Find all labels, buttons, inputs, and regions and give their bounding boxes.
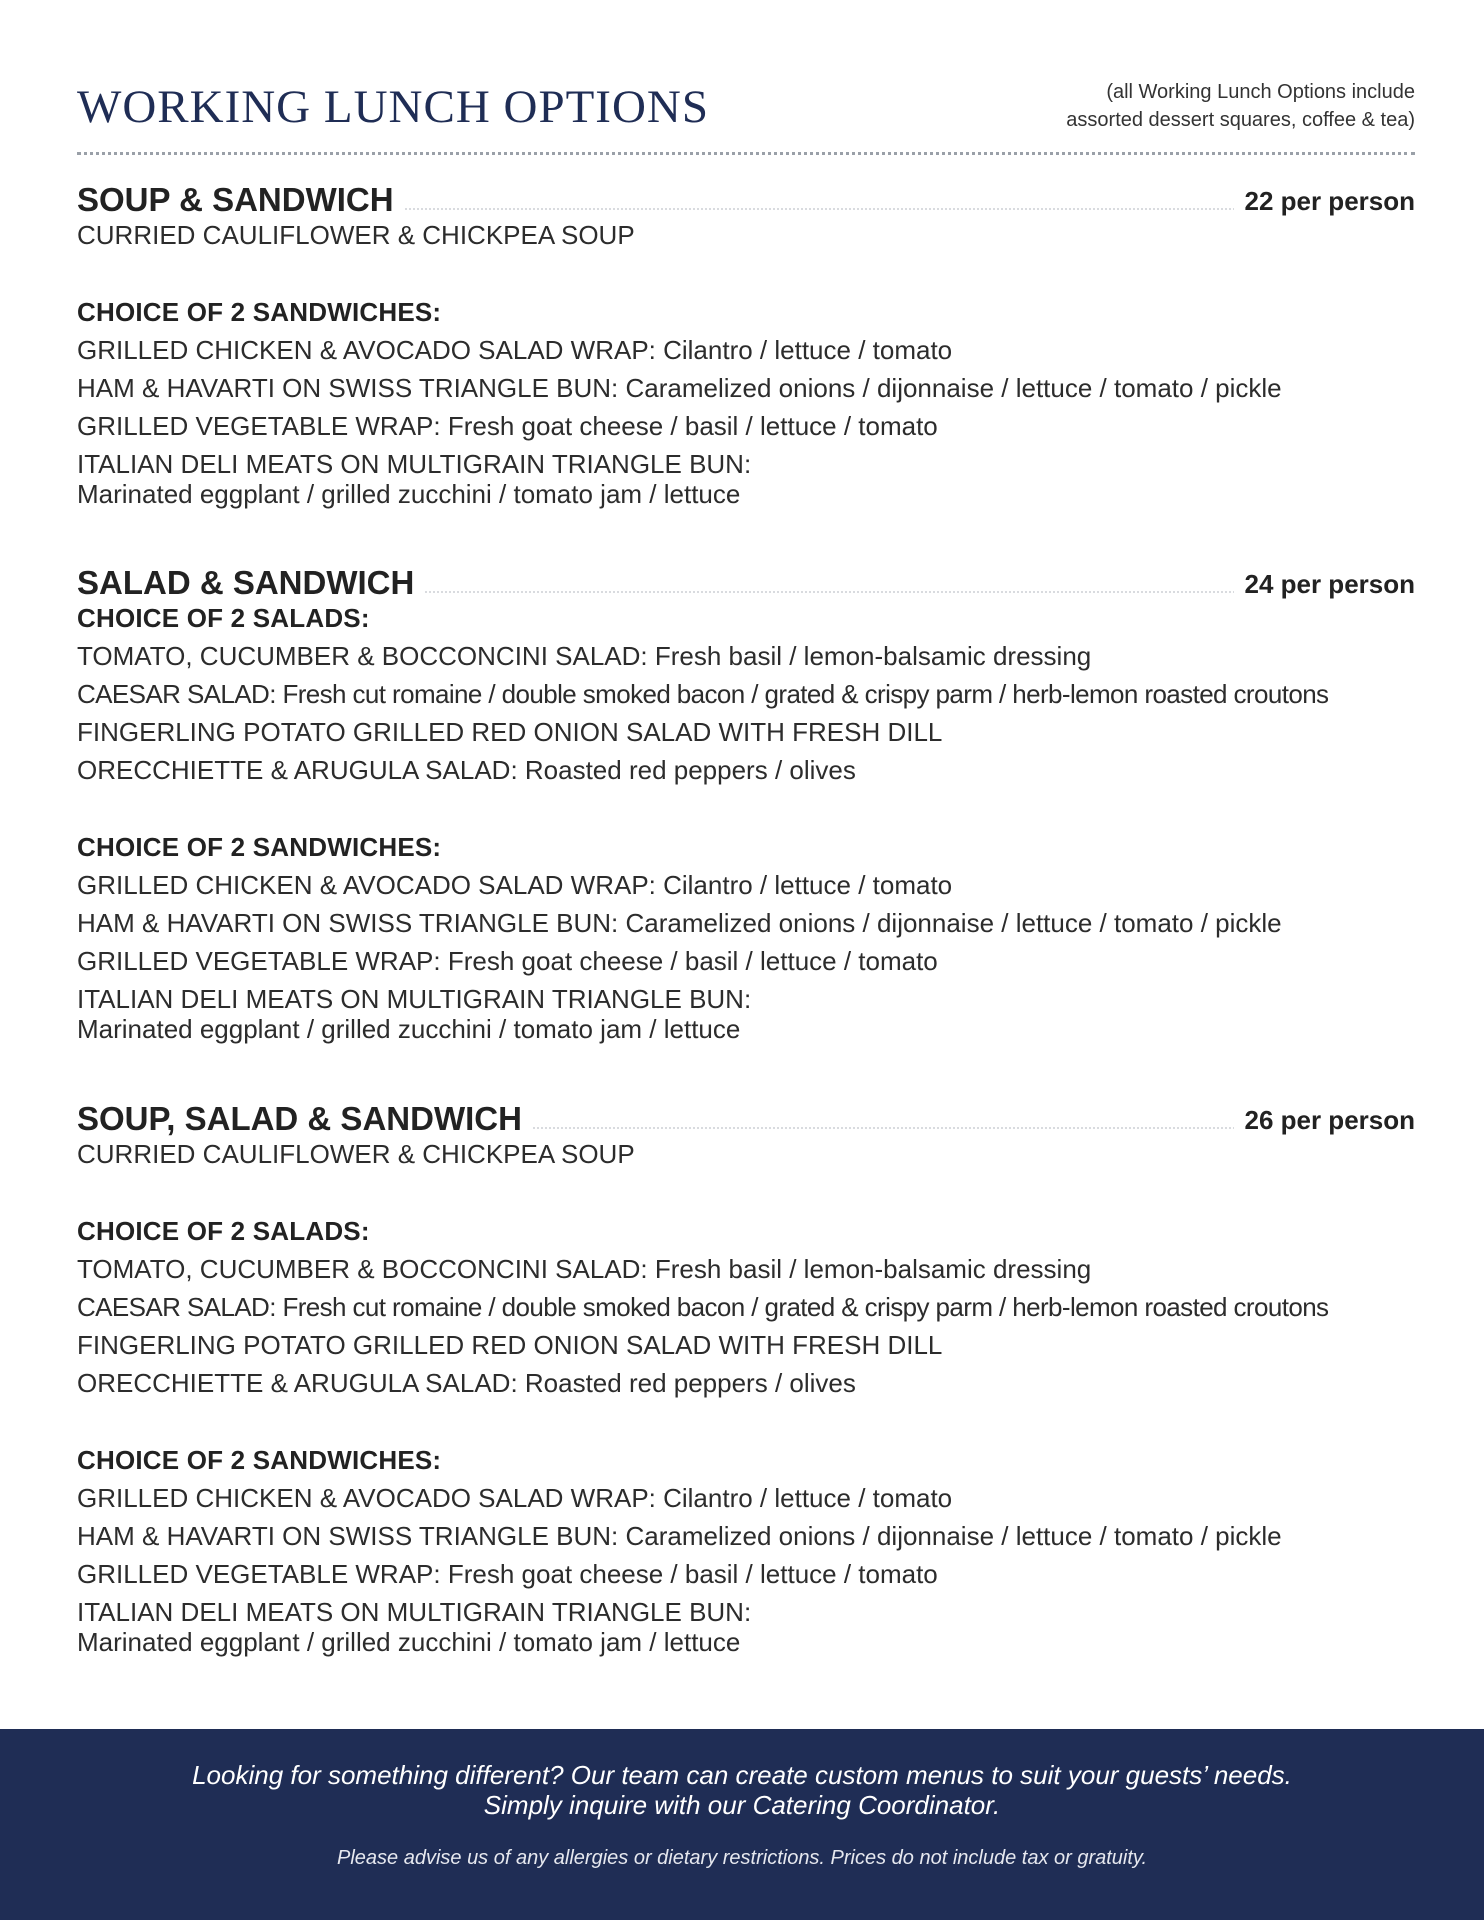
header-note-line2: assorted dessert squares, coffee & tea) [1066, 109, 1415, 131]
footer-disclaimer: Please advise us of any allergies or dietary restrictions. Prices do not include tax or gratuity. [336, 1847, 1148, 1869]
section-price: 22 per person [1234, 184, 1415, 218]
header-divider [77, 152, 1415, 155]
sandwich-item: GRILLED VEGETABLE WRAP: Fresh goat cheese / basil / lettuce / tomato [77, 1559, 938, 1589]
salad-item: CAESAR SALAD: Fresh cut romaine / double smoked bacon / grated & crispy parm / herb-lemon roasted croutons [77, 1292, 1329, 1322]
section-salad-sandwich [77, 563, 1415, 1044]
deli-item-line1: ITALIAN DELI MEATS ON MULTIGRAIN TRIANGLE BUN: [77, 984, 752, 1014]
section-header [77, 563, 1415, 603]
sandwich-item: GRILLED VEGETABLE WRAP: Fresh goat cheese / basil / lettuce / tomato [77, 411, 938, 441]
salad-item: TOMATO, CUCUMBER & BOCCONCINI SALAD: Fresh basil / lemon-balsamic dressing [77, 1254, 1092, 1284]
page-header [77, 78, 1415, 148]
deli-item-line2: Marinated eggplant / grilled zucchini / tomato jam / lettuce [77, 1627, 741, 1657]
sandwich-item: GRILLED CHICKEN & AVOCADO SALAD WRAP: Cilantro / lettuce / tomato [77, 870, 953, 900]
sandwich-item: HAM & HAVARTI ON SWISS TRIANGLE BUN: Caramelized onions / dijonnaise / lettuce / tomato / pickle [77, 908, 1282, 938]
soup-item: CURRIED CAULIFLOWER & CHICKPEA SOUP [77, 1139, 635, 1169]
soup-item: CURRIED CAULIFLOWER & CHICKPEA SOUP [77, 220, 635, 250]
salad-item: ORECCHIETTE & ARUGULA SALAD: Roasted red peppers / olives [77, 1368, 856, 1398]
section-header [77, 180, 1415, 220]
footer-message-line1: Looking for something different? Our team can create custom menus to suit your guests’ needs. [192, 1760, 1292, 1790]
spacer [77, 1169, 1415, 1216]
section-header [77, 1099, 1415, 1139]
page-title: WORKING LUNCH OPTIONS [77, 81, 709, 133]
deli-item-line2: Marinated eggplant / grilled zucchini / tomato jam / lettuce [77, 1014, 741, 1044]
sandwich-heading: CHOICE OF 2 SANDWICHES: [77, 297, 442, 327]
section-title: SOUP, SALAD & SANDWICH [77, 1099, 532, 1139]
salad-heading: CHOICE OF 2 SALADS: [77, 1216, 370, 1246]
footer-banner [0, 1729, 1484, 1920]
section-title: SOUP & SANDWICH [77, 180, 404, 220]
salad-item: FINGERLING POTATO GRILLED RED ONION SALAD WITH FRESH DILL [77, 1330, 943, 1360]
spacer [77, 785, 1415, 832]
header-note-line1: (all Working Lunch Options include [1106, 81, 1415, 103]
section-price: 26 per person [1234, 1103, 1415, 1137]
sandwich-item: HAM & HAVARTI ON SWISS TRIANGLE BUN: Caramelized onions / dijonnaise / lettuce / tomato / pickle [77, 373, 1282, 403]
footer-message-line2: Simply inquire with our Catering Coordinator. [483, 1790, 1001, 1820]
sandwich-item: GRILLED CHICKEN & AVOCADO SALAD WRAP: Cilantro / lettuce / tomato [77, 335, 953, 365]
sandwich-heading: CHOICE OF 2 SANDWICHES: [77, 1445, 442, 1475]
sandwich-item: HAM & HAVARTI ON SWISS TRIANGLE BUN: Caramelized onions / dijonnaise / lettuce / tomato / pickle [77, 1521, 1282, 1551]
spacer [77, 250, 1415, 297]
deli-item-line1: ITALIAN DELI MEATS ON MULTIGRAIN TRIANGLE BUN: [77, 449, 752, 479]
salad-item: FINGERLING POTATO GRILLED RED ONION SALAD WITH FRESH DILL [77, 717, 943, 747]
deli-item-line1: ITALIAN DELI MEATS ON MULTIGRAIN TRIANGLE BUN: [77, 1597, 752, 1627]
section-title: SALAD & SANDWICH [77, 563, 424, 603]
section-soup-salad-sandwich [77, 1099, 1415, 1657]
spacer [77, 1398, 1415, 1445]
salad-heading: CHOICE OF 2 SALADS: [77, 603, 370, 633]
salad-item: TOMATO, CUCUMBER & BOCCONCINI SALAD: Fresh basil / lemon-balsamic dressing [77, 641, 1092, 671]
section-price: 24 per person [1234, 567, 1415, 601]
section-soup-sandwich [77, 180, 1415, 509]
header-note [1066, 78, 1415, 134]
salad-item: ORECCHIETTE & ARUGULA SALAD: Roasted red peppers / olives [77, 755, 856, 785]
deli-item-line2: Marinated eggplant / grilled zucchini / tomato jam / lettuce [77, 479, 741, 509]
sandwich-heading: CHOICE OF 2 SANDWICHES: [77, 832, 442, 862]
sandwich-item: GRILLED CHICKEN & AVOCADO SALAD WRAP: Cilantro / lettuce / tomato [77, 1483, 953, 1513]
salad-item: CAESAR SALAD: Fresh cut romaine / double smoked bacon / grated & crispy parm / herb-lemon roasted croutons [77, 679, 1329, 709]
sandwich-item: GRILLED VEGETABLE WRAP: Fresh goat cheese / basil / lettuce / tomato [77, 946, 938, 976]
